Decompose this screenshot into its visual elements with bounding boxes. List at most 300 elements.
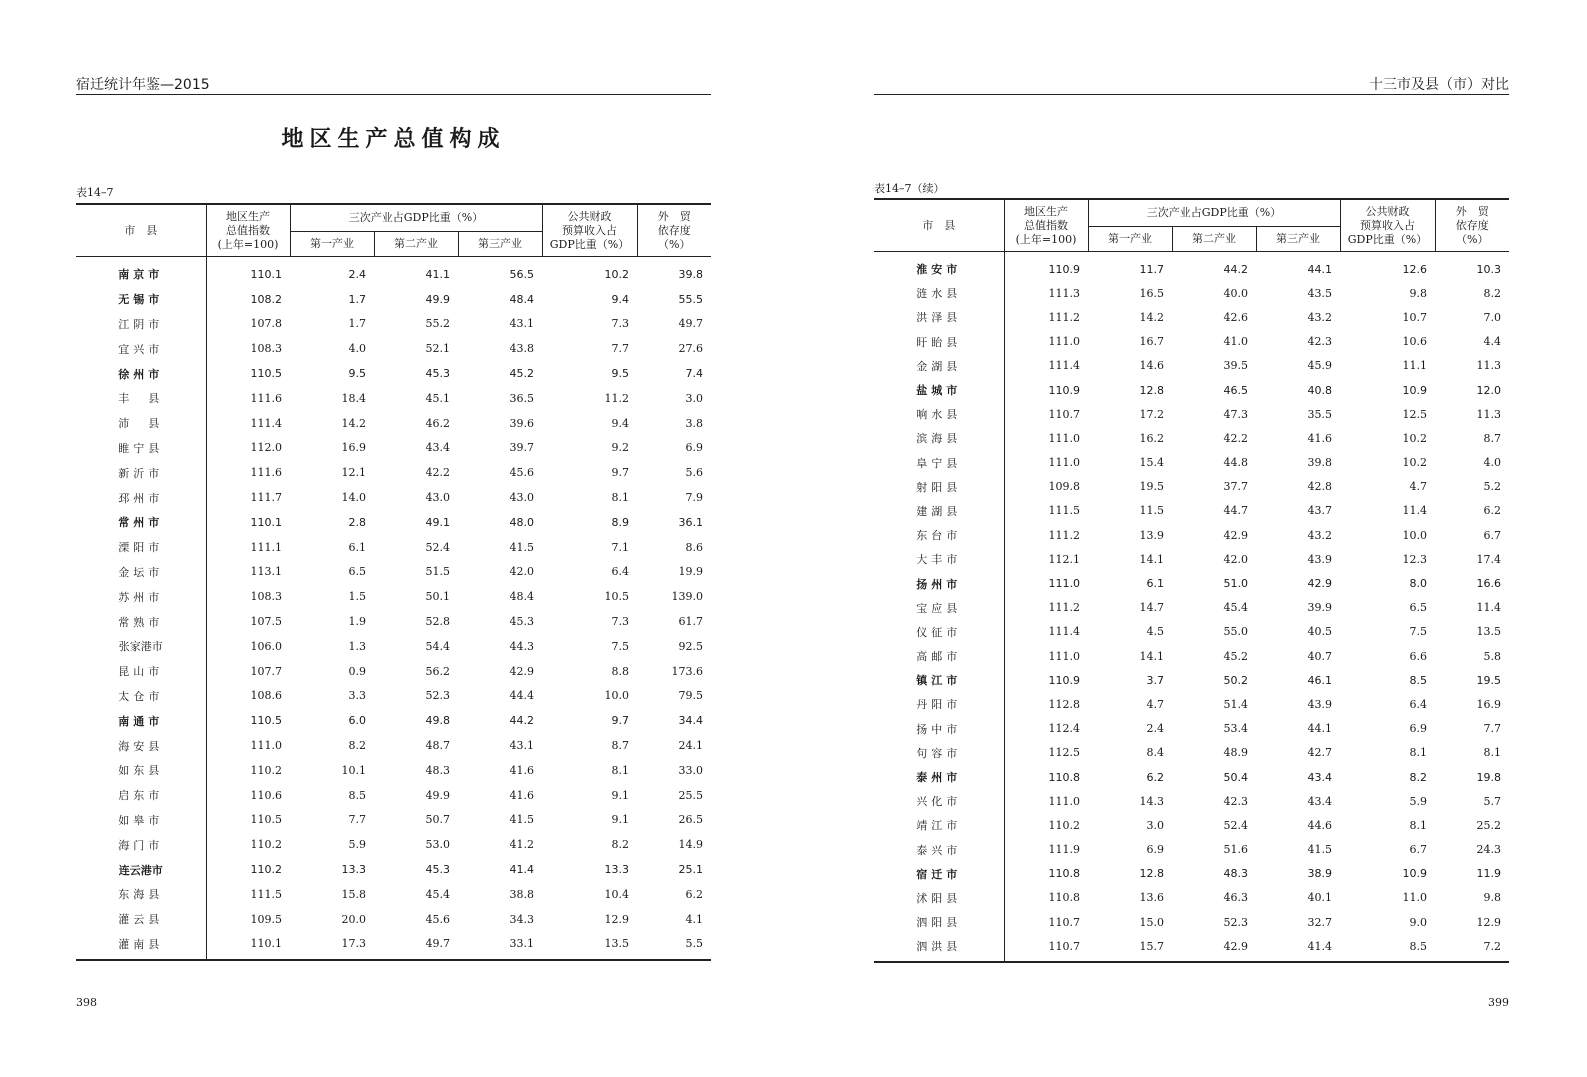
trade-dependence-value: 5.7 [1483, 794, 1501, 808]
primary-share-value: 0.9 [348, 664, 366, 678]
gdp-index-value: 111.2 [1004, 305, 1088, 329]
table-row [76, 257, 711, 287]
primary-share-value: 18.4 [341, 391, 366, 405]
gdp-index-value: 111.0 [1004, 644, 1088, 668]
header-fiscal-revenue: 公共财政 预算收入占 GDP比重（%） [1340, 199, 1435, 252]
primary-share-value: 6.9 [1146, 843, 1164, 857]
region-name: 无锡市 [118, 293, 164, 307]
secondary-share-value: 44.7 [1223, 504, 1248, 518]
region-name: 金湖县 [916, 359, 962, 373]
primary-share-value: 6.1 [1146, 577, 1164, 591]
secondary-share-value: 52.4 [1223, 818, 1248, 832]
gdp-index-value: 110.8 [1004, 765, 1088, 789]
trade-dependence-value: 14.9 [678, 838, 703, 852]
page-title: 地区生产总值构成 [281, 127, 506, 152]
primary-share-value: 14.3 [1139, 794, 1164, 808]
primary-share-value: 11.5 [1139, 504, 1164, 518]
region-name: 昆山市 [118, 665, 164, 679]
primary-share-value: 3.0 [1146, 818, 1164, 832]
secondary-share-value: 52.4 [425, 540, 450, 554]
fiscal-ratio-value: 8.5 [1409, 673, 1427, 687]
secondary-share-value: 47.3 [1223, 407, 1248, 421]
primary-share-value: 3.3 [348, 689, 366, 703]
tertiary-share-value: 40.8 [1307, 383, 1332, 397]
trade-dependence-value: 49.7 [678, 317, 703, 331]
region-name: 东台市 [916, 529, 962, 543]
region-name: 东海县 [118, 888, 164, 902]
gdp-index-value: 110.7 [1004, 934, 1088, 962]
trade-dependence-value: 25.2 [1476, 818, 1501, 832]
region-name: 淮安市 [916, 263, 962, 277]
gdp-index-value: 110.2 [1004, 813, 1088, 837]
fiscal-ratio-value: 10.9 [1402, 867, 1427, 881]
trade-dependence-value: 8.1 [1483, 746, 1501, 760]
region-name: 沛 县 [118, 417, 164, 431]
gdp-index-value: 111.4 [206, 411, 290, 436]
region-name: 大丰市 [916, 553, 962, 567]
trade-dependence-value: 24.3 [1476, 843, 1501, 857]
table-row [874, 717, 1509, 741]
secondary-share-value: 53.4 [1223, 722, 1248, 736]
fiscal-ratio-value: 11.1 [1402, 359, 1427, 373]
primary-share-value: 7.7 [348, 813, 366, 827]
right-page [874, 0, 1509, 1077]
trade-dependence-value: 26.5 [678, 813, 703, 827]
region-name: 滨海县 [916, 432, 962, 446]
fiscal-ratio-value: 7.7 [611, 342, 629, 356]
fiscal-ratio-value: 8.1 [1409, 818, 1427, 832]
region-name: 灌南县 [76, 932, 206, 961]
trade-dependence-value: 8.6 [685, 540, 703, 554]
fiscal-ratio-value: 8.9 [611, 515, 629, 529]
secondary-share-value: 50.2 [1223, 673, 1248, 687]
region-name: 启东市 [118, 789, 164, 803]
region-name: 泰兴市 [916, 843, 962, 857]
table-row [874, 620, 1509, 644]
gdp-index-value: 110.2 [206, 857, 290, 882]
table-row [76, 882, 711, 907]
primary-share-value: 16.5 [1139, 286, 1164, 300]
region-name: 宝应县 [916, 601, 962, 615]
gdp-index-value: 111.0 [1004, 571, 1088, 595]
trade-dependence-value: 24.1 [678, 739, 703, 753]
secondary-share-value: 41.1 [425, 267, 450, 281]
fiscal-ratio-value: 6.6 [1409, 649, 1427, 663]
tertiary-share-value: 45.9 [1307, 359, 1332, 373]
table-row [874, 354, 1509, 378]
secondary-share-value: 48.3 [1223, 867, 1248, 881]
tertiary-share-value: 33.1 [458, 932, 542, 961]
table-row [76, 609, 711, 634]
tertiary-share-value: 41.4 [509, 863, 534, 877]
secondary-share-value: 42.2 [425, 466, 450, 480]
secondary-share-value: 52.1 [425, 342, 450, 356]
region-name: 丹阳市 [916, 698, 962, 712]
secondary-share-value: 54.4 [425, 639, 450, 653]
fiscal-ratio-value: 10.2 [1402, 456, 1427, 470]
table-row [76, 907, 711, 932]
secondary-share-value: 56.2 [425, 664, 450, 678]
table-body-left [76, 257, 711, 961]
secondary-share-value: 48.3 [425, 763, 450, 777]
table-row [874, 910, 1509, 934]
region-name: 镇江市 [916, 674, 962, 688]
tertiary-share-value: 41.6 [1307, 431, 1332, 445]
region-name: 常州市 [118, 516, 164, 530]
tertiary-share-value: 32.7 [1307, 915, 1332, 929]
tertiary-share-value: 44.4 [509, 689, 534, 703]
tertiary-share-value: 48.4 [509, 590, 534, 604]
secondary-share-value: 45.3 [425, 863, 450, 877]
fiscal-ratio-value: 8.1 [611, 763, 629, 777]
secondary-share-value: 41.0 [1223, 335, 1248, 349]
gdp-index-value: 111.6 [206, 386, 290, 411]
trade-dependence-value: 8.7 [1483, 431, 1501, 445]
header-region: 市 县 [76, 204, 206, 257]
fiscal-ratio-value: 8.0 [1409, 577, 1427, 591]
fiscal-ratio-value: 7.3 [611, 317, 629, 331]
fiscal-ratio-value: 10.2 [1402, 431, 1427, 445]
header-gdp-index: 地区生产 总值指数 (上年=100) [206, 204, 290, 257]
primary-share-value: 15.4 [1139, 456, 1164, 470]
fiscal-ratio-value: 10.7 [1402, 310, 1427, 324]
region-name: 溧阳市 [118, 541, 164, 555]
secondary-share-value: 50.4 [1223, 770, 1248, 784]
table-row [76, 708, 711, 733]
tertiary-share-value: 43.4 [1307, 770, 1332, 784]
table-row [874, 741, 1509, 765]
gdp-index-value: 110.5 [206, 808, 290, 833]
gdp-index-value: 111.4 [1004, 620, 1088, 644]
trade-dependence-value: 13.5 [1476, 625, 1501, 639]
tertiary-share-value: 41.4 [1256, 934, 1340, 962]
tertiary-share-value: 44.6 [1307, 818, 1332, 832]
region-name: 张家港市 [118, 640, 163, 654]
tertiary-share-value: 41.5 [509, 813, 534, 827]
trade-dependence-value: 7.0 [1483, 310, 1501, 324]
trade-dependence-value: 3.8 [685, 416, 703, 430]
region-name: 泰州市 [916, 771, 962, 785]
secondary-share-value: 44.2 [1223, 262, 1248, 276]
region-name: 靖江市 [916, 819, 962, 833]
table-row [76, 312, 711, 337]
header-trade-dependence: 外 贸 依存度 （%） [637, 204, 711, 257]
tertiary-share-value: 43.7 [1307, 504, 1332, 518]
secondary-share-value: 42.0 [1223, 552, 1248, 566]
tertiary-share-value: 43.1 [509, 317, 534, 331]
region-name: 宿迁市 [916, 867, 962, 881]
primary-share-value: 14.1 [1139, 552, 1164, 566]
primary-share-value: 17.2 [1139, 407, 1164, 421]
secondary-share-value: 45.3 [425, 367, 450, 381]
region-name: 建湖县 [916, 504, 962, 518]
table-row [76, 535, 711, 560]
tertiary-share-value: 42.8 [1307, 480, 1332, 494]
page-number-left: 398 [76, 996, 97, 1009]
primary-share-value: 6.5 [348, 565, 366, 579]
fiscal-ratio-value: 6.9 [1409, 722, 1427, 736]
secondary-share-value: 51.6 [1223, 843, 1248, 857]
gdp-index-value: 110.5 [206, 361, 290, 386]
table-row [76, 386, 711, 411]
tertiary-share-value: 42.9 [1307, 577, 1332, 591]
primary-share-value: 16.2 [1139, 431, 1164, 445]
primary-share-value: 15.0 [1139, 915, 1164, 929]
gdp-index-value: 112.8 [1004, 692, 1088, 716]
gdp-index-value: 108.6 [206, 684, 290, 709]
gdp-structure-table-left [76, 203, 711, 961]
tertiary-share-value: 42.3 [1307, 335, 1332, 349]
table-row [874, 765, 1509, 789]
header-primary-industry: 第一产业 [290, 232, 374, 257]
secondary-share-value: 52.3 [425, 689, 450, 703]
trade-dependence-value: 7.4 [685, 367, 703, 381]
primary-share-value: 6.0 [348, 714, 366, 728]
region-name: 江阴市 [118, 317, 164, 331]
fiscal-ratio-value: 7.1 [611, 540, 629, 554]
tertiary-share-value: 43.1 [509, 739, 534, 753]
gdp-index-value: 106.0 [206, 634, 290, 659]
gdp-index-value: 111.7 [206, 485, 290, 510]
primary-share-value: 4.5 [1146, 625, 1164, 639]
gdp-index-value: 110.9 [1004, 378, 1088, 402]
table-row [76, 584, 711, 609]
table-row [874, 596, 1509, 620]
gdp-index-value: 107.8 [206, 312, 290, 337]
tertiary-share-value: 38.9 [1307, 867, 1332, 881]
fiscal-ratio-value: 6.5 [1409, 601, 1427, 615]
gdp-index-value: 111.0 [206, 733, 290, 758]
fiscal-ratio-value: 10.0 [1402, 528, 1427, 542]
trade-dependence-value: 34.4 [678, 714, 703, 728]
table-row [76, 733, 711, 758]
tertiary-share-value: 44.1 [1307, 262, 1332, 276]
primary-share-value: 13.9 [1139, 528, 1164, 542]
region-name: 海门市 [118, 838, 164, 852]
tertiary-share-value: 41.5 [1307, 843, 1332, 857]
region-name: 洪泽县 [916, 311, 962, 325]
tertiary-share-value: 43.0 [509, 491, 534, 505]
secondary-share-value: 46.3 [1223, 891, 1248, 905]
secondary-share-value: 42.9 [1223, 528, 1248, 542]
running-head-right: 十三市及县（市）对比 [874, 76, 1509, 95]
primary-share-value: 1.9 [348, 615, 366, 629]
secondary-share-value: 51.4 [1223, 697, 1248, 711]
primary-share-value: 8.4 [1146, 746, 1164, 760]
primary-share-value: 4.7 [1146, 697, 1164, 711]
gdp-index-value: 110.6 [206, 783, 290, 808]
gdp-index-value: 110.1 [206, 257, 290, 287]
table-row [874, 886, 1509, 910]
gdp-index-value: 108.2 [206, 287, 290, 312]
region-name: 仪征市 [916, 625, 962, 639]
secondary-share-value: 49.9 [425, 788, 450, 802]
gdp-index-value: 110.1 [206, 932, 290, 961]
primary-share-value: 3.7 [1146, 673, 1164, 687]
tertiary-share-value: 42.7 [1307, 746, 1332, 760]
fiscal-ratio-value: 9.5 [611, 367, 629, 381]
header-tertiary-industry: 第三产业 [458, 232, 542, 257]
tertiary-share-value: 44.3 [509, 639, 534, 653]
gdp-index-value: 109.8 [1004, 475, 1088, 499]
table-row [76, 510, 711, 535]
fiscal-ratio-value: 9.7 [611, 714, 629, 728]
fiscal-ratio-value: 9.1 [611, 788, 629, 802]
trade-dependence-value: 19.5 [1476, 673, 1501, 687]
fiscal-ratio-value: 10.2 [604, 267, 629, 281]
tertiary-share-value: 35.5 [1307, 407, 1332, 421]
tertiary-share-value: 43.8 [509, 342, 534, 356]
tertiary-share-value: 40.7 [1307, 649, 1332, 663]
header-gdp-index: 地区生产 总值指数 (上年=100) [1004, 199, 1088, 252]
table-row [76, 287, 711, 312]
table-body-right [874, 252, 1509, 963]
region-name: 泗阳县 [916, 916, 962, 930]
region-name: 南京市 [118, 268, 164, 282]
table-row [76, 460, 711, 485]
gdp-index-value: 111.9 [1004, 838, 1088, 862]
fiscal-ratio-value: 12.9 [604, 912, 629, 926]
tertiary-share-value: 45.2 [509, 367, 534, 381]
header-tertiary-industry: 第三产业 [1256, 227, 1340, 252]
trade-dependence-value: 6.2 [1483, 504, 1501, 518]
region-name: 常熟市 [118, 615, 164, 629]
primary-share-value: 12.1 [341, 466, 366, 480]
secondary-share-value: 46.5 [1223, 383, 1248, 397]
trade-dependence-value: 8.2 [1483, 286, 1501, 300]
tertiary-share-value: 48.0 [509, 515, 534, 529]
secondary-share-value: 49.9 [425, 292, 450, 306]
gdp-index-value: 108.3 [206, 584, 290, 609]
table-row [874, 252, 1509, 282]
header-secondary-industry: 第二产业 [1172, 227, 1256, 252]
primary-share-value: 13.3 [341, 863, 366, 877]
trade-dependence-value: 12.9 [1476, 915, 1501, 929]
fiscal-ratio-value: 8.7 [611, 739, 629, 753]
fiscal-ratio-value: 7.3 [611, 615, 629, 629]
tertiary-share-value: 39.9 [1307, 601, 1332, 615]
primary-share-value: 14.6 [1139, 359, 1164, 373]
trade-dependence-value: 5.2 [1483, 480, 1501, 494]
primary-share-value: 1.3 [348, 639, 366, 653]
gdp-index-value: 112.4 [1004, 717, 1088, 741]
gdp-index-value: 111.0 [1004, 789, 1088, 813]
trade-dependence-value: 12.0 [1476, 383, 1501, 397]
header-primary-industry: 第一产业 [1088, 227, 1172, 252]
trade-dependence-value: 11.3 [1476, 407, 1501, 421]
secondary-share-value: 51.5 [425, 565, 450, 579]
gdp-index-value: 112.0 [206, 436, 290, 461]
region-name: 丰 县 [118, 392, 164, 406]
primary-share-value: 17.3 [290, 932, 374, 961]
secondary-share-value: 43.0 [425, 491, 450, 505]
header-region: 市 县 [874, 199, 1004, 252]
fiscal-ratio-value: 8.8 [611, 664, 629, 678]
table-row [874, 305, 1509, 329]
table-row [76, 485, 711, 510]
table-row [874, 644, 1509, 668]
trade-dependence-value: 25.1 [678, 863, 703, 877]
region-name: 南通市 [118, 714, 164, 728]
primary-share-value: 19.5 [1139, 480, 1164, 494]
table-row [874, 523, 1509, 547]
region-name: 睢宁县 [118, 441, 164, 455]
region-name: 射阳县 [916, 480, 962, 494]
secondary-share-value: 42.3 [1223, 794, 1248, 808]
region-name: 响水县 [916, 408, 962, 422]
trade-dependence-value: 61.7 [678, 615, 703, 629]
region-name: 金坛市 [118, 565, 164, 579]
gdp-index-value: 110.2 [206, 758, 290, 783]
table-row [76, 436, 711, 461]
tertiary-share-value: 39.6 [509, 416, 534, 430]
fiscal-ratio-value: 5.9 [1409, 794, 1427, 808]
tertiary-share-value: 42.0 [509, 565, 534, 579]
table-row [76, 560, 711, 585]
table-row [874, 838, 1509, 862]
tertiary-share-value: 44.2 [509, 714, 534, 728]
table-row [76, 411, 711, 436]
tertiary-share-value: 43.4 [1307, 794, 1332, 808]
region-name: 沭阳县 [916, 891, 962, 905]
fiscal-ratio-value: 12.6 [1402, 262, 1427, 276]
header-fiscal-revenue: 公共财政 预算收入占 GDP比重（%） [542, 204, 637, 257]
primary-share-value: 16.9 [341, 441, 366, 455]
tertiary-share-value: 44.1 [1307, 722, 1332, 736]
trade-dependence-value: 7.7 [1483, 722, 1501, 736]
region-name: 苏州市 [118, 590, 164, 604]
fiscal-ratio-value: 10.4 [604, 887, 629, 901]
gdp-index-value: 110.7 [1004, 402, 1088, 426]
tertiary-share-value: 43.2 [1307, 310, 1332, 324]
primary-share-value: 5.9 [348, 838, 366, 852]
tertiary-share-value: 56.5 [509, 267, 534, 281]
region-name: 扬州市 [916, 577, 962, 591]
secondary-share-value: 45.2 [1223, 649, 1248, 663]
header-secondary-industry: 第二产业 [374, 232, 458, 257]
gdp-index-value: 111.5 [1004, 499, 1088, 523]
fiscal-ratio-value: 6.7 [1409, 843, 1427, 857]
table-row [76, 361, 711, 386]
trade-dependence-value: 139.0 [671, 590, 703, 604]
gdp-index-value: 107.7 [206, 659, 290, 684]
primary-share-value: 20.0 [341, 912, 366, 926]
fiscal-ratio-value: 12.5 [1402, 407, 1427, 421]
primary-share-value: 2.8 [348, 515, 366, 529]
trade-dependence-value: 36.1 [678, 515, 703, 529]
header-industry-share: 三次产业占GDP比重（%） [290, 204, 542, 232]
region-name: 海安县 [118, 739, 164, 753]
table-row [76, 832, 711, 857]
fiscal-ratio-value: 9.7 [611, 466, 629, 480]
trade-dependence-value: 6.9 [685, 441, 703, 455]
table-row [874, 281, 1509, 305]
fiscal-ratio-value: 6.4 [1409, 697, 1427, 711]
trade-dependence-value: 19.9 [678, 565, 703, 579]
gdp-index-value: 110.8 [1004, 886, 1088, 910]
gdp-index-value: 107.5 [206, 609, 290, 634]
secondary-share-value: 45.6 [425, 912, 450, 926]
table-row [874, 813, 1509, 837]
primary-share-value: 8.2 [348, 739, 366, 753]
region-name: 扬中市 [916, 722, 962, 736]
gdp-index-value: 111.0 [1004, 451, 1088, 475]
tertiary-share-value: 42.9 [509, 664, 534, 678]
region-name: 盐城市 [916, 384, 962, 398]
fiscal-ratio-value: 8.1 [1409, 746, 1427, 760]
trade-dependence-value: 6.2 [685, 887, 703, 901]
gdp-structure-table-right [874, 198, 1509, 963]
